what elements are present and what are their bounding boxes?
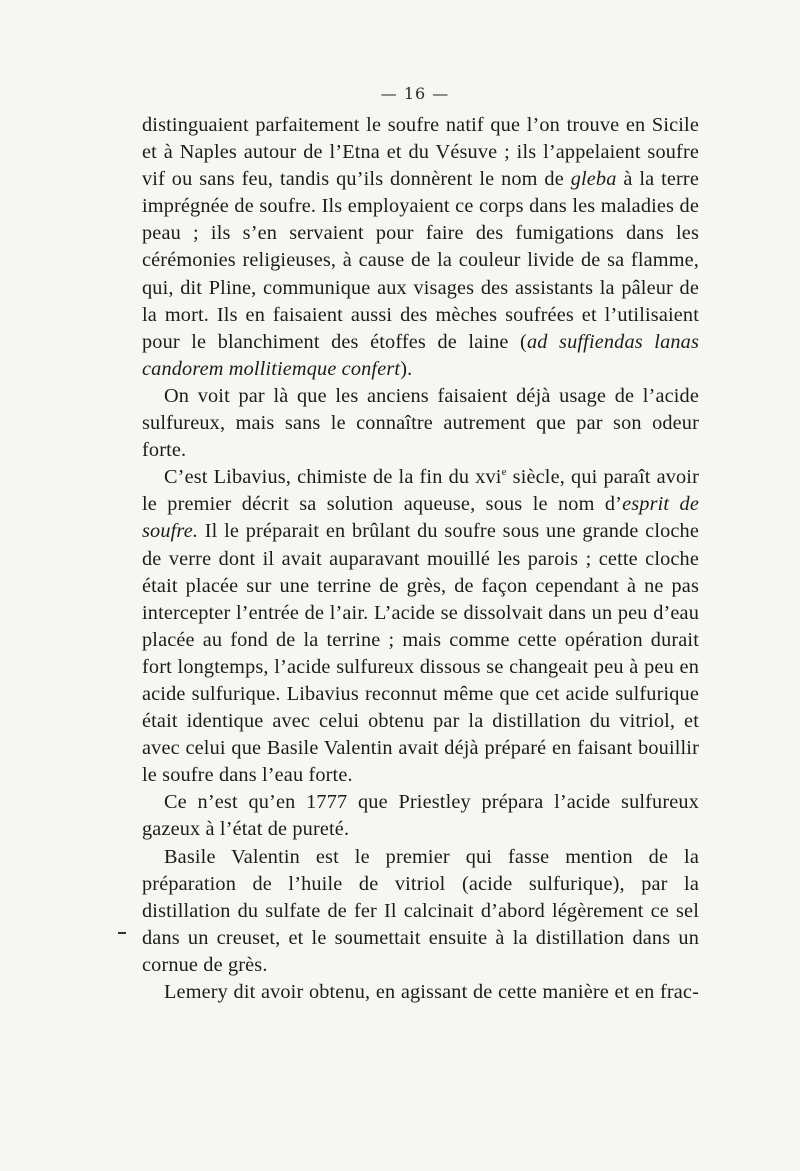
text-run: Ce n’est qu’en 1777 que Priestley prépara l’acide sulfureux gazeux à l’état de pureté. bbox=[142, 791, 699, 841]
italic-text: gleba bbox=[570, 168, 617, 191]
italic-text: esprit de soufre. bbox=[142, 493, 700, 543]
paragraph bbox=[142, 789, 699, 843]
paragraph-continued bbox=[142, 112, 699, 383]
text-run: ). bbox=[400, 357, 413, 380]
text-run: Il le préparait en brûlant du soufre sous une grande cloche de verre dont il avait auparavant mouillé les parois ; cette cloche était placée sur une terrine de grès, de façon cependant à ne pas intercepter l’entrée de l’air. L’acide se dissolvait dans un peu d’eau placée au fond de la terrine ; mais comme cette opération durait fort longtemps, l’acide sulfureux dissous se changeait peu à peu en acide sulfurique. Libavius reconnut même que cet acide sulfurique était identique avec celui obtenu par la distillation du vitriol, et avec celui que Basile Valentin avait déjà préparé en faisant bouillir le soufre dans l’eau forte. bbox=[142, 520, 699, 787]
body-text bbox=[142, 112, 699, 1006]
paragraph bbox=[142, 844, 699, 979]
paragraph bbox=[142, 464, 699, 789]
italic-text: ad suffiendas lanas candorem mollitiemque confert bbox=[142, 330, 699, 380]
paragraph bbox=[142, 383, 699, 464]
text-run: Lemery dit avoir obtenu, en agissant de cette manière et en frac- bbox=[164, 981, 699, 1003]
text-run: C’est Libavius, chimiste de la fin du xvi bbox=[164, 466, 502, 489]
text-run: à la terre imprégnée de soufre. Ils employaient ce corps dans les maladies de peau ; ils s’en servaient pour faire des fumigations dans les cérémonies religieuses, à cause de la couleur livide de sa flamme, qui, dit Pline, communique aux visages des assistants la pâleur de la mort. Ils en faisaient aussi des mèches soufrées et l’utilisaient pour le blanchiment des étoffes de laine ( bbox=[142, 168, 699, 353]
text-run: distinguaient parfaitement le soufre natif que l’on trouve en Sicile et à Naples autour de l’Etna et du Vésuve ; ils l’appelaient soufre vif ou sans feu, tandis qu’ils donnèrent le nom de bbox=[142, 114, 699, 191]
margin-mark bbox=[118, 932, 126, 934]
page-number: — 16 — bbox=[380, 84, 450, 103]
text-run: siècle, qui paraît avoir le premier décrit sa solution aqueuse, sous le nom d’ bbox=[142, 466, 699, 516]
paragraph-continues bbox=[142, 979, 699, 1006]
superscript-text: e bbox=[501, 466, 507, 479]
text-run: On voit par là que les anciens faisaient déjà usage de l’acide sulfureux, mais sans le connaître autrement que par son odeur forte. bbox=[142, 384, 699, 462]
text-run: Basile Valentin est le premier qui fasse mention de la préparation de l’huile de vitriol (acide sulfurique), par la distillation du sulfate de fer Il calcinait d’abord légèrement ce sel dans un creuset, et le soumettait ensuite à la distillation dans un cornue de grès. bbox=[142, 845, 699, 976]
